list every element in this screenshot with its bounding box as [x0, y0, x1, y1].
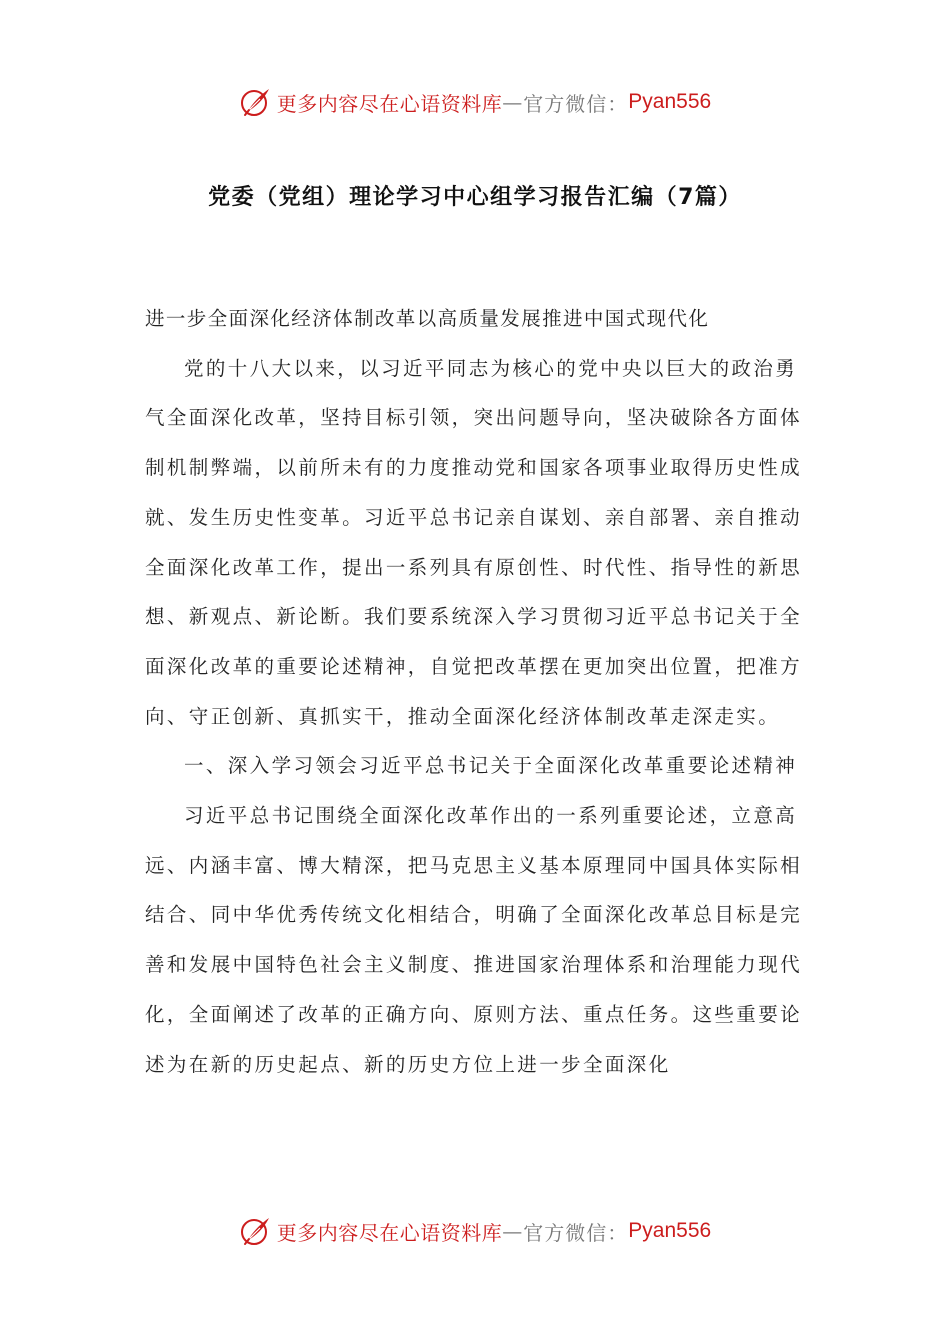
section-heading: 进一步全面深化经济体制改革以高质量发展推进中国式现代化 [145, 307, 710, 330]
banner-wechat-label: 官方微信： [523, 1220, 629, 1245]
banner-dash: — [502, 1219, 524, 1243]
subsection-heading: 一、深入学习领会习近平总书记关于全面深化改革重要论述精神 [184, 754, 798, 778]
header-banner [0, 82, 950, 122]
document-title: 党委（党组）理论学习中心组学习报告汇编（7篇） [208, 185, 742, 210]
banner-dash: — [502, 90, 524, 114]
quill-pen-logo-icon [239, 85, 273, 119]
paragraph: 党的十八大以来，以习近平同志为核心的党中央以巨大的政治勇气全面深化改革，坚持目标引领，突出问题导向，坚决破除各方面体制机制弊端，以前所未有的力度推动党和国家各项事业取得历史性成就、发生历史性变革。习近平总书记亲自谋划、亲自部署、亲自推动全面深化改革工作，提出一系列具有原创性、时代性、指导性的新思想、新观点、新论断。我们要系统深入学习贯彻习近平总书记关于全面深化改革的重要论述精神，自觉把改革摆在更加突出位置，把准方向、守正创新、真抓实干，推动全面深化经济体制改革走深走实。 [145, 356, 803, 728]
banner-wechat-id: Pyan556 [628, 1219, 712, 1242]
banner-wechat-label: 官方微信： [523, 91, 629, 116]
quill-pen-logo-icon [239, 1214, 273, 1248]
banner-site-name: 更多内容尽在心语资料库 [276, 1220, 503, 1245]
banner-site-name: 更多内容尽在心语资料库 [276, 91, 503, 116]
document-body [145, 294, 805, 1089]
banner-wechat-id: Pyan556 [628, 90, 712, 113]
footer-banner [0, 1211, 950, 1251]
paragraph: 习近平总书记围绕全面深化改革作出的一系列重要论述，立意高远、内涵丰富、博大精深，把马克思主义基本原理同中国具体实际相结合、同中华优秀传统文化相结合，明确了全面深化改革总目标是完善和发展中国特色社会主义制度、推进国家治理体系和治理能力现代化，全面阐述了改革的正确方向、原则方法、重点任务。这些重要论述为在新的历史起点、新的历史方位上进一步全面深化 [145, 804, 803, 1076]
